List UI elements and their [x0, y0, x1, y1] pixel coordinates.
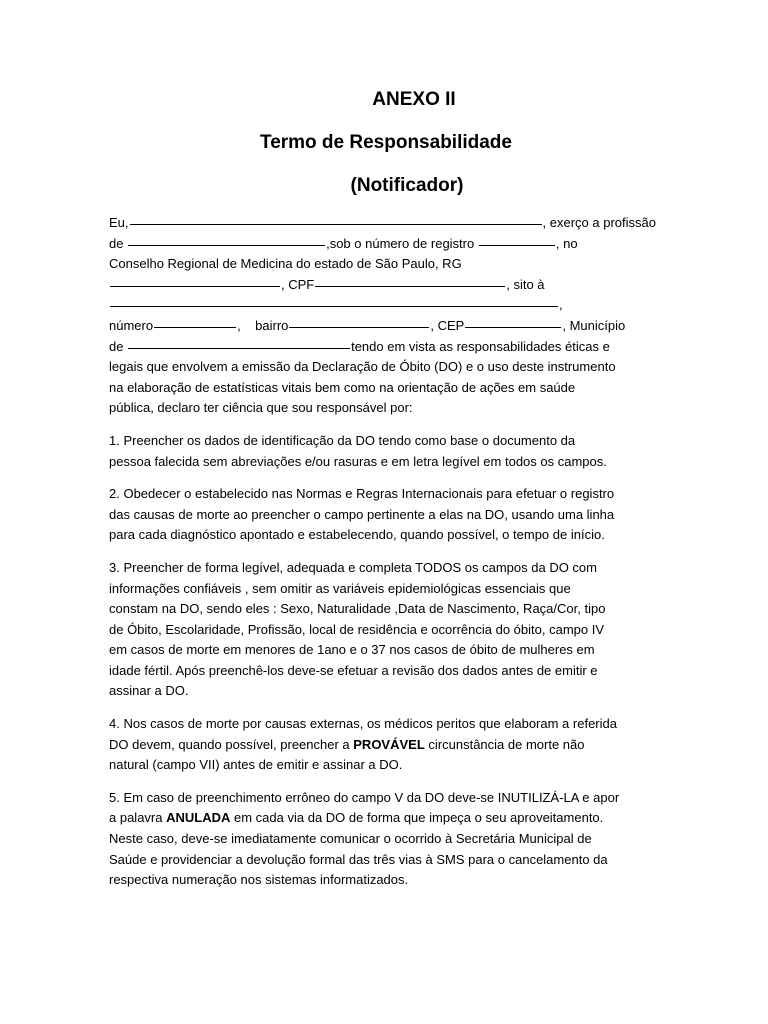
item-line: das causas de morte ao preencher o campo pertinente a elas na DO, usando uma linha [109, 506, 615, 522]
emphasis-provavel: PROVÁVEL [353, 736, 425, 752]
item-line: 5. Em caso de preenchimento errôneo do campo V da DO deve-se INUTILIZÁ-LA e apor [109, 789, 620, 805]
item-line [109, 735, 669, 756]
number-label: número [109, 317, 154, 333]
declaration-line [109, 275, 669, 296]
profession-blank [128, 245, 325, 246]
item-line: para cada diagnóstico apontado e estabelecendo, quando possível, o tempo de início. [109, 527, 605, 543]
item-4 [109, 714, 669, 776]
declaration-paragraph [109, 213, 669, 419]
registration-label: ,sob o número de registro [326, 235, 475, 251]
item-line: assinar a DO. [109, 683, 189, 699]
item-text: circunstância de morte não [428, 736, 585, 752]
item-1 [109, 431, 669, 472]
district-blank [289, 327, 429, 328]
address-blank [110, 306, 558, 307]
district-label: , bairro [237, 317, 289, 333]
item-line: 1. Preencher os dados de identificação da DO tendo como base o documento da [109, 432, 576, 448]
item-text: em cada via da DO de forma que impeça o seu aproveitamento. [234, 810, 604, 826]
document-subtitle: (Notificador) [350, 175, 464, 196]
declaration-line [109, 295, 669, 316]
number-blank [154, 327, 236, 328]
address-comma: , [559, 297, 563, 313]
item-line: de Óbito, Escolaridade, Profissão, local de residência e ocorrência do óbito, campo IV [109, 621, 604, 637]
item-line: constam na DO, sendo eles : Sexo, Naturalidade ,Data de Nascimento, Raça/Cor, tipo [109, 601, 606, 617]
item-line: 2. Obedecer o estabelecido nas Normas e Regras Internacionais para efetuar o registro [109, 486, 615, 502]
item-line: natural (campo VII) antes de emitir e assinar a DO. [109, 757, 403, 773]
profession-prefix: de [109, 235, 124, 251]
municipality-prefix: de [109, 338, 124, 354]
document-body [109, 213, 669, 903]
item-line: idade fértil. Após preenchê-los deve-se efetuar a revisão dos dados antes de emitir e [109, 662, 598, 678]
annex-heading: ANEXO II [372, 89, 456, 110]
item-5 [109, 788, 669, 891]
council-prefix: , no [555, 235, 578, 251]
address-label: , sito à [506, 276, 545, 292]
emphasis-anulada: ANULADA [166, 810, 231, 826]
cpf-blank [315, 286, 505, 287]
item-line: 4. Nos casos de morte por causas externas, os médicos peritos que elaboram a referida [109, 716, 617, 732]
cpf-label: , CPF [281, 276, 315, 292]
declaration-line [109, 234, 669, 255]
declaration-line: na elaboração de estatísticas vitais bem como na orientação de ações em saúde [109, 379, 576, 395]
declaration-line [109, 316, 669, 337]
rg-blank [110, 286, 280, 287]
item-line: em casos de morte em menores de 1ano e o 37 nos casos de óbito de mulheres em [109, 642, 595, 658]
responsibility-text: tendo em vista as responsabilidades éticas e [351, 338, 610, 354]
municipality-blank [128, 348, 350, 349]
declaration-line [109, 337, 669, 358]
item-line: Neste caso, deve-se imediatamente comunicar o ocorrido à Secretária Municipal de [109, 831, 592, 847]
registration-blank [479, 245, 555, 246]
declaration-line: Conselho Regional de Medicina do estado de São Paulo, RG [109, 256, 462, 272]
item-text: a palavra [109, 810, 163, 826]
item-line: Saúde e providenciar a devolução formal das três vias à SMS para o cancelamento da [109, 851, 608, 867]
item-line: respectiva numeração nos sistemas informatizados. [109, 872, 409, 888]
name-blank [130, 224, 542, 225]
name-label: Eu, [109, 215, 129, 230]
municipality-label: , Município [562, 317, 626, 333]
item-text: DO devem, quando possível, preencher a [109, 736, 350, 752]
item-line [109, 808, 669, 829]
declaration-line: pública, declaro ter ciência que sou responsável por: [109, 400, 413, 416]
item-line: 3. Preencher de forma legível, adequada e completa TODOS os campos da DO com [109, 559, 597, 575]
cep-label: , CEP [430, 317, 465, 333]
declaration-line: legais que envolvem a emissão da Declaração de Óbito (DO) e o uso deste instrumento [109, 359, 616, 375]
item-line: informações confiáveis , sem omitir as variáveis epidemiológicas essenciais que [109, 580, 571, 596]
cep-blank [465, 327, 561, 328]
item-2 [109, 484, 669, 546]
document-title: Termo de Responsabilidade [260, 132, 512, 153]
profession-label: , exerço a profissão [542, 215, 656, 230]
item-3 [109, 558, 669, 702]
declaration-line [109, 213, 669, 234]
item-line: pessoa falecida sem abreviações e/ou rasuras e em letra legível em todos os campos. [109, 453, 607, 469]
